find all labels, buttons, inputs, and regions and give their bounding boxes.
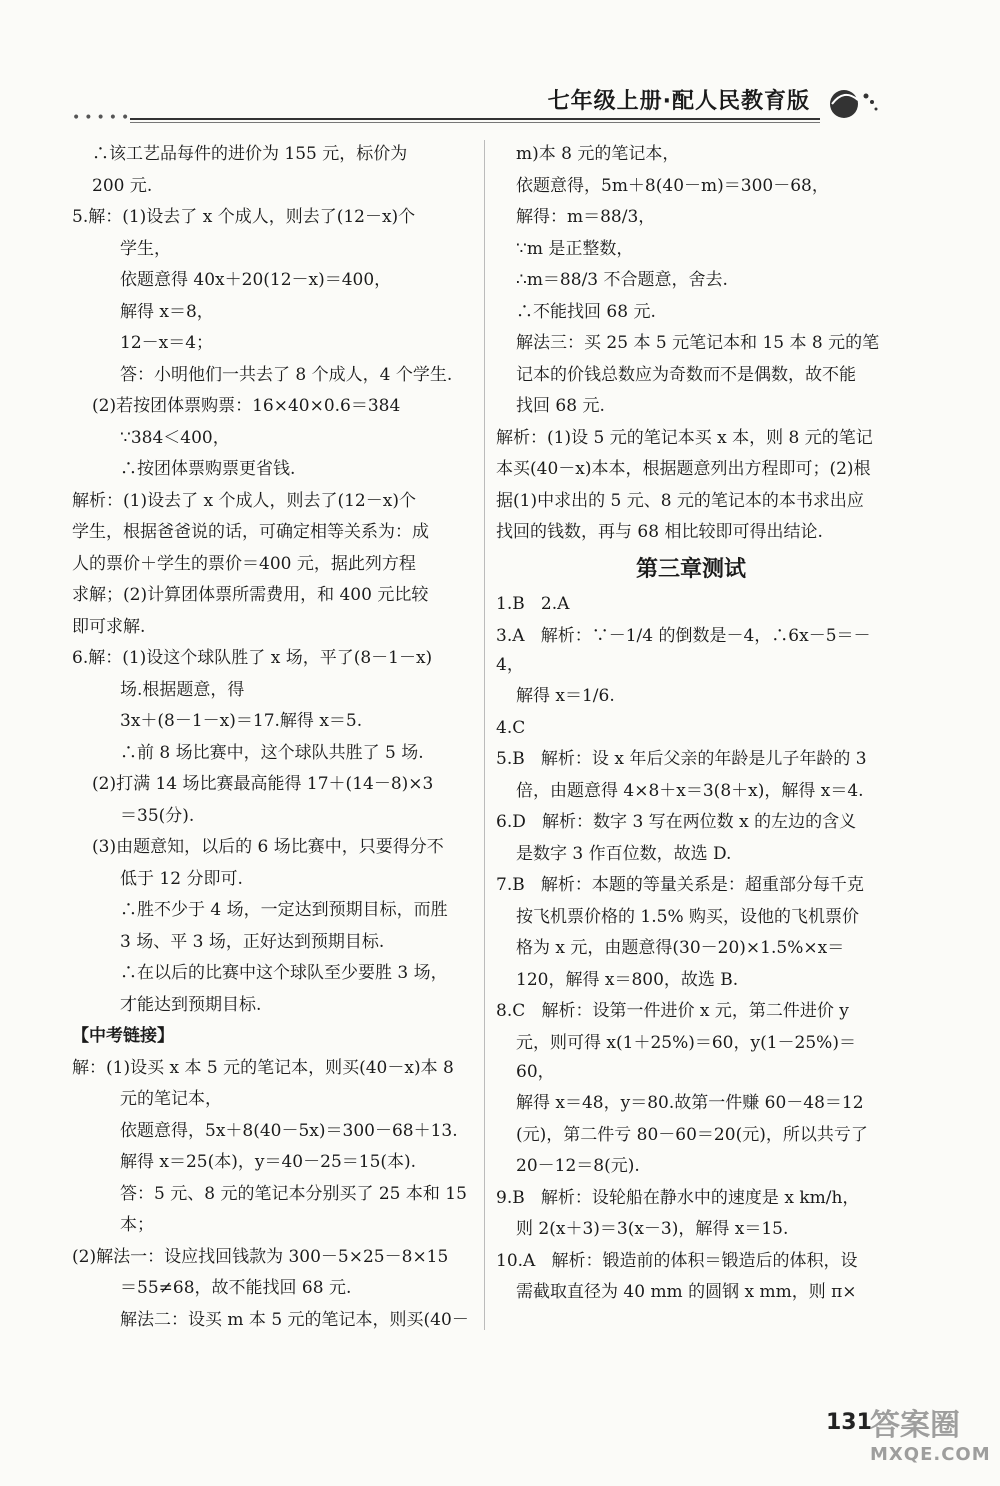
text-line: 即可求解. [72, 616, 146, 637]
page-header [0, 70, 1000, 130]
watermark-logo-text: 答案圈 [870, 1408, 960, 1443]
text-line: 200 元. [92, 175, 153, 196]
text-line: (元)，第二件亏 80－60＝20(元)，所以共亏了 [516, 1124, 868, 1145]
text-line: 【中考链接】 [72, 1026, 174, 1046]
section-title: 第三章测试 [635, 557, 746, 582]
text-line: (2)打满 14 场比赛最高能得 17＋(14－8)×3 [92, 774, 434, 794]
text-line: 找回 68 元. [516, 396, 605, 416]
text-line: 解得 x＝25(本)，y＝40－25＝15(本). [120, 1152, 417, 1172]
text-line: 解：(1)设买 x 本 5 元的笔记本，则买(40－x)本 8 [72, 1057, 454, 1078]
text-line: 依题意得，5x＋8(40－5x)＝300－68＋13. [120, 1120, 458, 1141]
text-line: 依题意得，5m＋8(40－m)＝300－68， [516, 175, 829, 196]
text-line: 4.C [496, 717, 526, 738]
text-line: ＝55≠68，故不能找回 68 元. [120, 1278, 352, 1298]
text-line: 120，解得 x＝800，故选 B. [516, 969, 739, 990]
watermark-url: MXQE.COM [870, 1444, 991, 1465]
text-line: 元，则可得 x(1＋25%)＝60，y(1－25%)＝60， [516, 1032, 856, 1082]
text-line: 3x＋(8－1－x)＝17.解得 x＝5. [120, 711, 363, 731]
text-line: (2)若按团体票购票：16×40×0.6＝384 [92, 396, 401, 416]
text-line: ∴胜不少于 4 场，一定达到预期目标，而胜 [120, 900, 448, 920]
book-title: 七年级上册·配人民教育版 [547, 89, 810, 114]
header-rule [130, 118, 820, 120]
text-line: 解析：(1)设去了 x 个成人，则去了(12－x)个 [72, 490, 416, 511]
text-line: 5.解：(1)设去了 x 个成人，则去了(12－x)个 [72, 207, 416, 227]
text-line: 答：5 元、8 元的笔记本分别买了 25 本和 15 [120, 1183, 467, 1204]
column-divider [484, 140, 485, 1330]
text-line: 低于 12 分即可. [120, 868, 243, 889]
text-line: 据(1)中求出的 5 元、8 元的笔记本的本书求出应 [496, 490, 864, 511]
text-line: 按飞机票价格的 1.5% 购买，设他的飞机票价 [516, 906, 859, 927]
header-dots: ••••• [72, 110, 134, 126]
text-line: 场.根据题意，得 [120, 679, 245, 700]
text-line: ＝35(分). [120, 805, 195, 826]
text-line: ∴不能找回 68 元. [516, 301, 656, 322]
text-line: ∴前 8 场比赛中，这个球队共胜了 5 场. [120, 742, 424, 763]
text-line: 答：小明他们一共去了 8 个成人，4 个学生. [120, 364, 453, 385]
text-line: 记本的价钱总数应为奇数而不是偶数，故不能 [516, 364, 856, 385]
page-number: 131 [826, 1410, 872, 1435]
text-line: 8.C 解析：设第一件进价 x 元，第二件进价 y [496, 1001, 849, 1021]
text-line: 解得：m＝88/3， [516, 207, 656, 227]
text-line: 解法二：设买 m 本 5 元的笔记本，则买(40－ [120, 1309, 469, 1330]
text-line: 1.B 2.A [496, 594, 570, 614]
text-line: 3 场、平 3 场，正好达到预期目标. [120, 931, 385, 952]
left-column [72, 140, 472, 1337]
text-line: ∴按团体票购票更省钱. [120, 459, 296, 479]
text-line: ∴在以后的比赛中这个球队至少要胜 3 场， [120, 963, 448, 983]
text-line: 学生， [120, 238, 171, 259]
header-logo-icon [822, 82, 882, 122]
text-line: m)本 8 元的笔记本， [516, 144, 680, 164]
text-line: 人的票价＋学生的票价＝400 元，据此列方程 [72, 553, 416, 574]
text-line: 解法三：买 25 本 5 元笔记本和 15 本 8 元的笔 [516, 333, 880, 353]
text-line: 3.A 解析：∵－1/4 的倒数是－4，∴6x－5＝－4， [496, 625, 871, 675]
text-line: ∵384＜400， [120, 427, 230, 448]
watermark [870, 1400, 990, 1480]
text-line: 本； [120, 1215, 154, 1235]
right-column-bottom [496, 590, 886, 1307]
text-line: 倍，由题意得 4×8＋x＝3(8＋x)，解得 x＝4. [516, 780, 864, 801]
text-line: 本买(40－x)本本，根据题意列出方程即可；(2)根 [496, 459, 871, 479]
text-line: 解得 x＝48，y＝80.故第一件赚 60－48＝12 [516, 1093, 864, 1113]
text-line: 找回的钱数，再与 68 相比较即可得出结论. [496, 522, 823, 542]
text-line: 才能达到预期目标. [120, 994, 262, 1015]
text-line: 6.解：(1)设这个球队胜了 x 场，平了(8－1－x) [72, 648, 433, 668]
text-line: 9.B 解析：设轮船在静水中的速度是 x km/h， [496, 1187, 860, 1208]
text-line: 元的笔记本， [120, 1089, 222, 1109]
text-line: 20－12＝8(元). [516, 1156, 640, 1176]
text-line: 5.B 解析：设 x 年后父亲的年龄是儿子年龄的 3 [496, 749, 867, 769]
text-line: ∴该工艺品每件的进价为 155 元，标价为 [92, 144, 408, 164]
text-line: 格为 x 元，由题意得(30－20)×1.5%×x＝ [516, 938, 845, 958]
right-column-top [496, 140, 886, 547]
right-column [496, 140, 886, 1310]
text-line: 则 2(x＋3)＝3(x－3)，解得 x＝15. [516, 1219, 789, 1239]
text-line: 需截取直径为 40 mm 的圆钢 x mm，则 π× [516, 1282, 857, 1302]
text-line: 10.A 解析：锻造前的体积＝锻造后的体积，设 [496, 1250, 858, 1271]
text-line: 学生，根据爸爸说的话，可确定相等关系为：成 [72, 522, 429, 542]
text-line: 解得 x＝8， [120, 301, 214, 322]
text-line: 12－x＝4； [120, 333, 214, 353]
text-line: ∴m＝88/3 不合题意，舍去. [516, 270, 728, 290]
text-line: 解得 x＝1/6. [516, 686, 615, 706]
text-line: 是数字 3 作百位数，故选 D. [516, 843, 732, 864]
text-line: 求解；(2)计算团体票所需费用，和 400 元比较 [72, 585, 429, 605]
text-line: 解析：(1)设 5 元的笔记本买 x 本，则 8 元的笔记 [496, 427, 873, 448]
text-line: 7.B 解析：本题的等量关系是：超重部分每千克 [496, 875, 864, 895]
text-line: 6.D 解析：数字 3 写在两位数 x 的左边的含义 [496, 812, 857, 832]
text-line: ∵m 是正整数， [516, 238, 634, 259]
text-line: 依题意得 40x＋20(12－x)＝400， [120, 270, 392, 290]
text-line: (3)由题意知，以后的 6 场比赛中，只要得分不 [92, 837, 444, 857]
text-line: (2)解法一：设应找回钱款为 300－5×25－8×15 [72, 1246, 449, 1267]
header-rule-thin [130, 122, 820, 123]
